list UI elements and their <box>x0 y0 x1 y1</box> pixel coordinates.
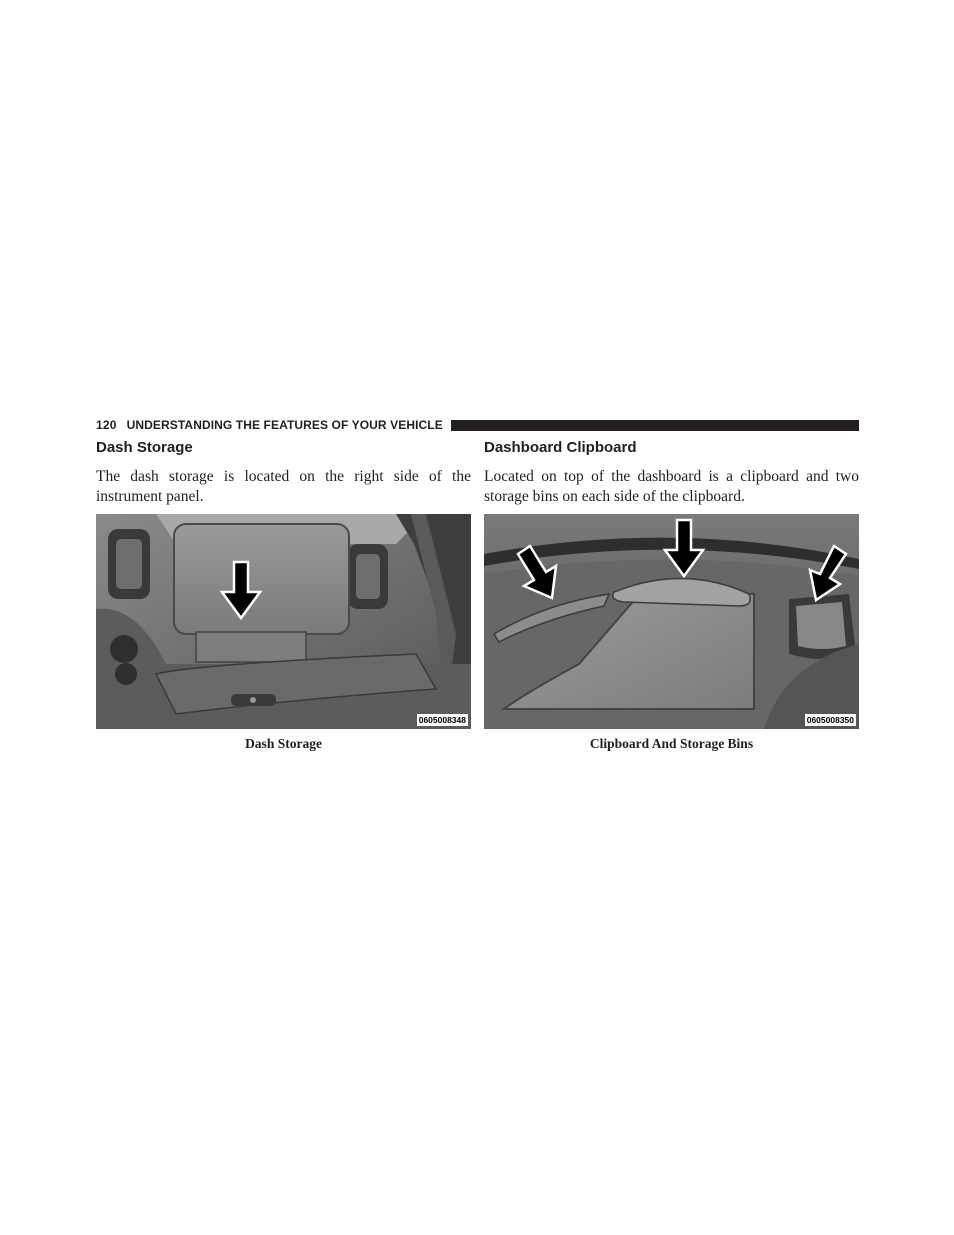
page-header <box>96 417 859 433</box>
clipboard-drawing <box>484 514 859 729</box>
chapter-title: UNDERSTANDING THE FEATURES OF YOUR VEHICLE <box>126 418 443 432</box>
figure-caption: Clipboard And Storage Bins <box>589 736 754 751</box>
dash-storage-drawing <box>96 514 471 729</box>
figure-caption: Dash Storage <box>245 736 322 751</box>
section-heading: Dash Storage <box>96 439 193 456</box>
figure-code: 0605008350 <box>806 715 854 725</box>
figure-code: 0605008348 <box>418 715 466 725</box>
dashboard-clipboard-section <box>484 438 859 752</box>
dash-storage-section <box>96 438 471 752</box>
page-number: 120 <box>96 418 117 432</box>
dash-storage-illustration <box>96 514 471 729</box>
section-heading: Dashboard Clipboard <box>484 439 637 456</box>
section-body: Located on top of the dashboard is a clipboard and two storage bins on each side of the clipboard. <box>484 468 859 505</box>
section-body: The dash storage is located on the right side of the instrument panel. <box>96 468 471 505</box>
header-rule <box>451 420 859 431</box>
clipboard-illustration <box>484 514 859 729</box>
